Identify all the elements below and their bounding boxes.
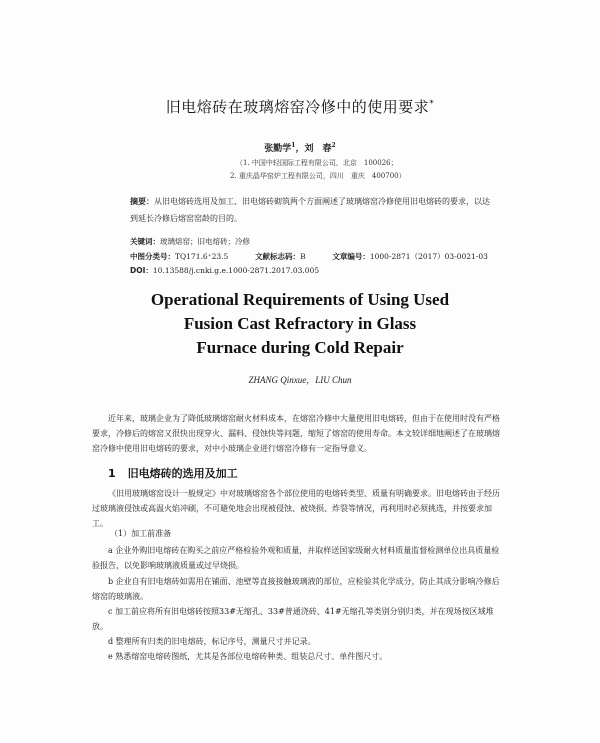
english-title-line: Fusion Cast Refractory in Glass bbox=[183, 314, 417, 333]
author-name: 刘 春 bbox=[304, 144, 332, 154]
keywords-text: 玻璃熔窑；旧电熔砖；冷修 bbox=[160, 237, 250, 246]
intro-paragraph: 近年来，玻璃企业为了降低玻璃熔窑耐火材料成本，在熔窑冷修中大量使用旧电熔砖，但由于在使用时没有严格要求，冷修后的熔窑又很快出现穿火、漏料、侵蚀快等问题，缩短了熔窑的使用寿命。本文较详细地阐述了在玻璃熔窑冷修中使用旧电熔砖的要求，对中小玻璃企业进行熔窑冷修有一定指导意义。 bbox=[92, 414, 500, 453]
doi-text: 10.13588/j.cnki.g.e.1000-2871.2017.03.005 bbox=[152, 266, 320, 275]
english-title bbox=[0, 288, 600, 360]
clc-label: 中图分类号： bbox=[130, 252, 175, 261]
section-title: 旧电熔砖的选用及加工 bbox=[127, 467, 238, 480]
title-footnote-mark: * bbox=[429, 99, 435, 109]
english-title-line: Furnace during Cold Repair bbox=[196, 338, 404, 357]
abstract bbox=[130, 193, 490, 227]
doi-line bbox=[130, 265, 319, 276]
author-sup: 2 bbox=[331, 142, 336, 149]
author-sup: 1 bbox=[291, 142, 296, 149]
clc-text: TQ171.6⁺23.5 bbox=[175, 252, 229, 261]
english-authors: ZHANG Qinxue，LIU Chun bbox=[248, 375, 352, 385]
affiliation-1: （1. 中国中轻国际工程有限公司，北京 100026； bbox=[236, 159, 398, 167]
abstract-text: 从旧电熔砖选用及加工、旧电熔砖砌筑两个方面阐述了玻璃熔窑冷修使用旧电熔砖的要求，以达到延长冷修后熔窑窑龄的目的。 bbox=[130, 197, 490, 223]
list-item-e: e 熟悉熔窑电熔砖图纸，尤其是各部位电熔砖种类、组装总尺寸、单件图尺寸。 bbox=[108, 652, 388, 661]
paper-title: 旧电熔砖在玻璃熔窑冷修中的使用要求* bbox=[165, 98, 435, 116]
affiliation-2: 2. 重庆晶华窑炉工程有限公司，四川 重庆 400700） bbox=[230, 172, 406, 180]
keywords bbox=[130, 236, 250, 247]
doc-code-text: B bbox=[300, 252, 306, 261]
section-number: 1 bbox=[108, 467, 116, 480]
article-no-text: 1000-2871（2017）03-0021-03 bbox=[369, 252, 488, 261]
section-1-heading bbox=[108, 465, 238, 481]
classification-line bbox=[130, 251, 488, 262]
abstract-label: 摘要： bbox=[130, 197, 154, 206]
article-no-label: 文章编号： bbox=[332, 252, 370, 261]
keywords-label: 关键词： bbox=[130, 237, 160, 246]
author-name: 张勤学 bbox=[264, 144, 292, 154]
author-separator: ， bbox=[295, 144, 305, 154]
author-line bbox=[0, 141, 600, 154]
subsection-heading: （1）加工前准备 bbox=[110, 529, 172, 538]
section-1-paragraph: 《旧用玻璃熔窑设计一般规定》中对玻璃熔窑各个部位使用的电熔砖类型、质量有明确要求。旧电熔砖由于经历过玻璃液侵蚀或高温火焰冲刷，不可避免地会出现被侵蚀、被烧损、炸裂等情况，再利用时必须挑选，并按要求加工。 bbox=[92, 489, 500, 528]
doi-label: DOI： bbox=[130, 266, 153, 275]
doc-code-label: 文献标志码： bbox=[255, 252, 301, 261]
list-item-a: a 企业外购旧电熔砖在购买之前应严格检验外观和质量，并取样送国家级耐火材料质量监督检测单位出具质量检验报告，以免影响玻璃液质量或过早烧损。 bbox=[92, 546, 500, 570]
english-title-line: Operational Requirements of Using Used bbox=[150, 290, 450, 309]
list-item-b: b 企业自有旧电熔砖如需用在铺面、池壁等直接接触玻璃液的部位，应检验其化学成分，防止其成分影响冷修后熔窑的玻璃液。 bbox=[92, 577, 500, 601]
list-item-d: d 整理所有归类的旧电熔砖，标记序号，测量尺寸并记录。 bbox=[108, 637, 316, 646]
list-item-c: c 加工前应将所有旧电熔砖按照33#无缩孔、33#普通浇砖、41#无缩孔等类别分别归类，并在现场按区域堆放。 bbox=[92, 607, 494, 631]
